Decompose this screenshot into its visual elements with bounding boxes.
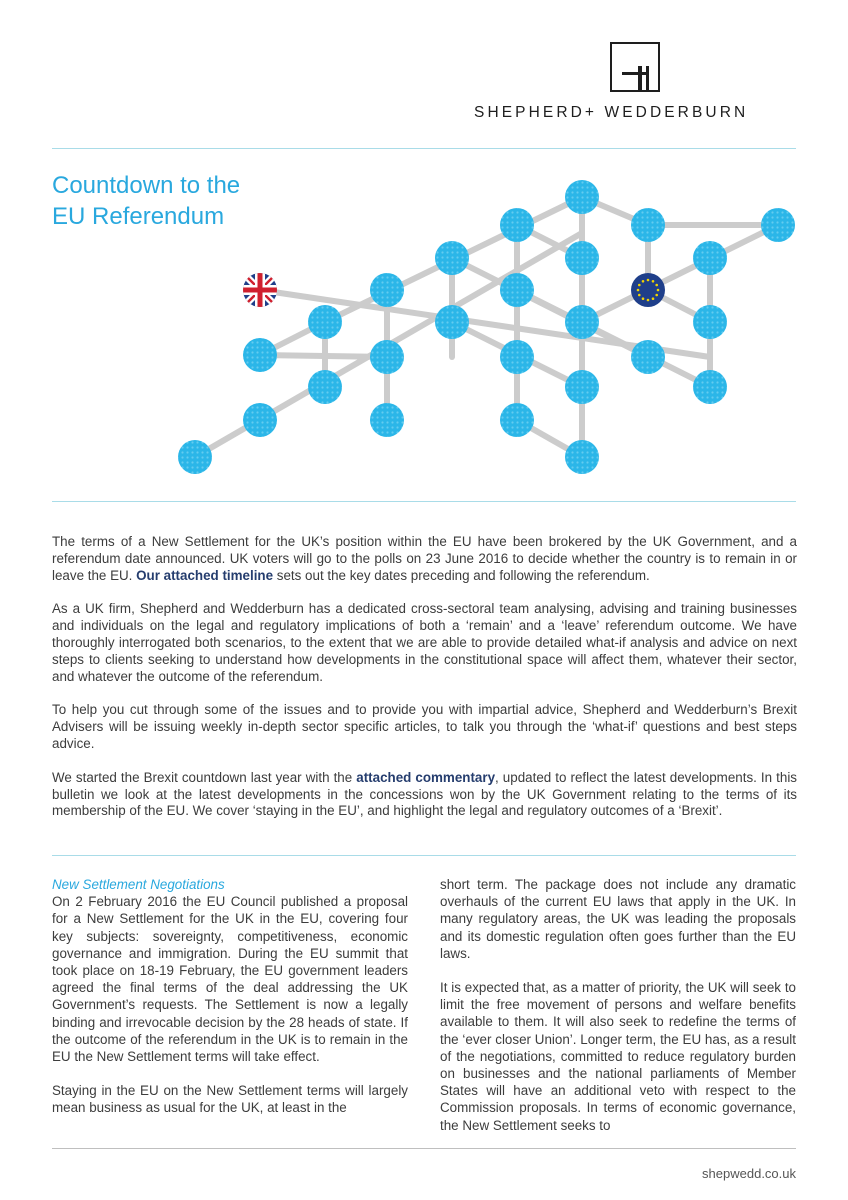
footer-website-link[interactable]: shepwedd.co.uk	[702, 1166, 796, 1181]
body-paragraph: short term. The package does not include any dramatic overhauls of the current EU laws that apply in the UK. In many regulatory areas, the UK was leading the proposals and its domestic regulation often goes further than the EU laws.	[440, 877, 796, 961]
intro-paragraph: The terms of a New Settlement for the UK’s position within the EU have been brokered by the UK Government, and a referendum date announced. UK voters will go to the polls on 23 June 2016 to decide whether the country is to remain in or leave the EU. Our attached timeline sets out the key dates preceding and following the referendum.	[52, 534, 797, 583]
network-edges	[195, 197, 778, 457]
hero-divider	[52, 501, 796, 502]
section-heading: New Settlement Negotiations	[52, 877, 225, 892]
eu-flag-icon	[631, 273, 665, 307]
intro-paragraph: We started the Brexit countdown last year with the attached commentary, updated to reflect the latest developments. In this bulletin we look at the latest developments in the concessions won by the UK Government relating to the terms of its membership of the EU. We cover ‘staying in the EU’, and highlight the legal and regulatory outcomes of a ‘Brexit’.	[52, 769, 797, 819]
intro-paragraph: As a UK firm, Shepherd and Wedderburn has a dedicated cross-sectoral team analysing, advising and training businesses and individuals on the legal and regulatory implications of both a ‘remain’ and a ‘leave’ referendum outcome. We have thoroughly interrogated both scenarios, to the extent that we are able to provide detailed what-if analysis and advice on next steps to clients seeking to understand how developments in the constitutional space will affect them, whatever their sector, and whatever the outcome of the referendum.	[52, 601, 797, 684]
attached-timeline-link[interactable]: Our attached timeline	[136, 567, 274, 583]
shepherd-wedderburn-logo-icon	[610, 42, 660, 92]
intro-text	[52, 534, 797, 837]
body-paragraph: Staying in the EU on the New Settlement terms will largely mean business as usual for the UK, at least in the	[52, 1083, 408, 1116]
left-column	[52, 876, 408, 1134]
company-logo-text: SHEPHERD+ WEDDERBURN	[474, 104, 749, 121]
page-title-line-1: Countdown to the	[52, 172, 241, 199]
intro-paragraph: To help you cut through some of the issues and to provide you with impartial advice, Shepherd and Wedderburn’s Brexit Advisers will be issuing weekly in-depth sector specific articles, to talk you through the ‘what-if’ questions and best steps advice.	[52, 702, 797, 751]
intro-divider	[52, 855, 796, 856]
body-paragraph: On 2 February 2016 the EU Council published a proposal for a New Settlement for the UK in the EU, covering four key subjects: sovereignty, competitiveness, economic governance and immigration. During the EU summit that took place on 18-19 February, the EU government leaders agreed the final terms of the deal addressing the UK Government’s requests. The Settlement is now a legally binding and irrevocable decision by the 28 heads of state. If the outcome of the referendum in the UK is to remain in the EU the New Settlement terms will take effect.	[52, 894, 408, 1065]
body-paragraph: It is expected that, as a matter of priority, the UK will seek to limit the free movement of persons and welfare benefits available to them. It will also seek to redefine the terms of the ‘ever closer Union’. Longer term, the EU has, as a result of the negotiations, committed to reduce regulatory burden on businesses and the national parliaments of Member States will have an additional veto with respect to the Commission proposals. In terms of economic governance, the New Settlement seeks to	[440, 980, 796, 1133]
network-graphic	[0, 170, 848, 490]
page-title-line-2: EU Referendum	[52, 203, 225, 230]
header-divider	[52, 148, 796, 149]
attached-commentary-link[interactable]: attached commentary	[356, 769, 496, 785]
footer-divider	[52, 1148, 796, 1149]
uk-flag-icon	[243, 273, 277, 307]
right-column	[440, 876, 796, 1151]
